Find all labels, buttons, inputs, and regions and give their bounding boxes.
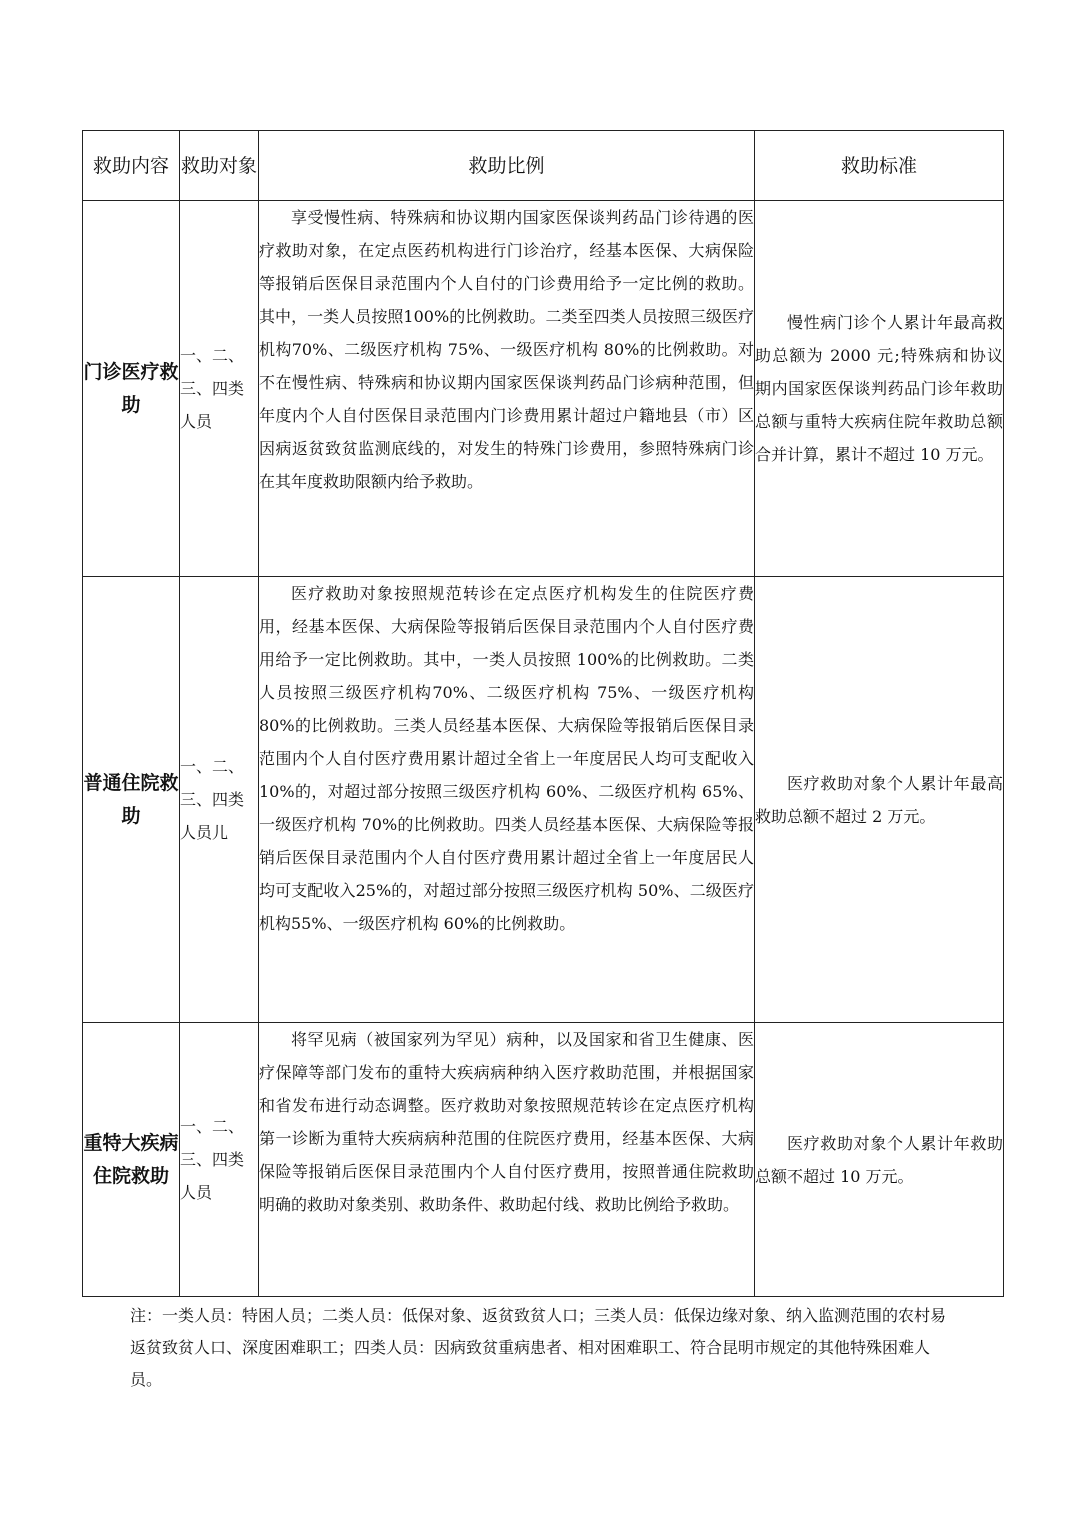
row-standard: 慢性病门诊个人累计年最高救助总额为 2000 元;特殊病和协议期内国家医保谈判药品门诊年救助总额与重特大疾病住院年救助总额合并计算，累计不超过 10 万元。 — [755, 201, 1004, 577]
row-ratio: 享受慢性病、特殊病和协议期内国家医保谈判药品门诊待遇的医疗救助对象，在定点医药机构进行门诊治疗，经基本医保、大病保险等报销后医保目录范围内个人自付的门诊费用给予一定比例的救助。其中，一类人员按照100%的比例救助。二类至四类人员按照三级医疗机构70%、二级医疗机构 75%、一级医疗机构 80%的比例救助。对不在慢性病、特殊病和协议期内国家医保谈判药品门诊病种范围，但年度内个人自付医保目录范围内门诊费用累计超过户籍地县（市）区因病返贫致贫监测底线的，对发生的特殊门诊费用，参照特殊病门诊在其年度救助限额内给予救助。 — [259, 201, 755, 577]
row-standard: 医疗救助对象个人累计年救助总额不超过 10 万元。 — [755, 1023, 1004, 1297]
row-item-inpatient: 普通住院救助 — [83, 577, 180, 1023]
row-target: 一、二、三、四类人员儿 — [180, 577, 259, 1023]
row-ratio: 将罕见病（被国家列为罕见）病种，以及国家和省卫生健康、医疗保障等部门发布的重特大疾病病种纳入医疗救助范围，并根据国家和省发布进行动态调整。医疗救助对象按照规范转诊在定点医疗机构第一诊断为重特大疾病病种范围的住院医疗费用，经基本医保、大病保险等报销后医保目录范围内个人自付医疗费用，按照普通住院救助明确的救助对象类别、救助条件、救助起付线、救助比例给予救助。 — [259, 1023, 755, 1297]
header-target: 救助对象 — [180, 131, 259, 201]
header-standard: 救助标准 — [755, 131, 1004, 201]
row-item-critical-illness: 重特大疾病住院救助 — [83, 1023, 180, 1297]
row-ratio: 医疗救助对象按照规范转诊在定点医疗机构发生的住院医疗费用，经基本医保、大病保险等报销后医保目录范围内个人自付医疗费用给予一定比例救助。其中，一类人员按照 100%的比例救助。二类人员按照三级医疗机构70%、二级医疗机构 75%、一级医疗机构 80%的比例救助。三类人员经基本医保、大病保险等报销后医保目录范围内个人自付医疗费用累计超过全省上一年度居民人均可支配收入 10%的，对超过部分按照三级医疗机构 60%、二级医疗机构 65%、一级医疗机构 70%的比例救助。四类人员经基本医保、大病保险等报销后医保目录范围内个人自付医疗费用累计超过全省上一年度居民人均可支配收入25%的，对超过部分按照三级医疗机构 50%、二级医疗机构55%、一级医疗机构 60%的比例救助。 — [259, 577, 755, 1023]
header-content: 救助内容 — [83, 131, 180, 201]
row-standard: 医疗救助对象个人累计年最高救助总额不超过 2 万元。 — [755, 577, 1004, 1023]
header-ratio: 救助比例 — [259, 131, 755, 201]
table-row — [83, 1023, 1004, 1297]
row-target: 一、二、三、四类人员 — [180, 1023, 259, 1297]
footnote: 注：一类人员：特困人员；二类人员：低保对象、返贫致贫人口；三类人员：低保边缘对象、纳入监测范围的农村易返贫致贫人口、深度困难职工；四类人员：因病致贫重病患者、相对困难职工、符合昆明市规定的其他特殊困难人员。 — [130, 1306, 947, 1389]
medical-aid-table — [82, 130, 1004, 1297]
table-header-row — [83, 131, 1004, 201]
table-row — [83, 577, 1004, 1023]
table-row — [83, 201, 1004, 577]
row-item-outpatient: 门诊医疗救助 — [83, 201, 180, 577]
row-target: 一、二、三、四类人员 — [180, 201, 259, 577]
